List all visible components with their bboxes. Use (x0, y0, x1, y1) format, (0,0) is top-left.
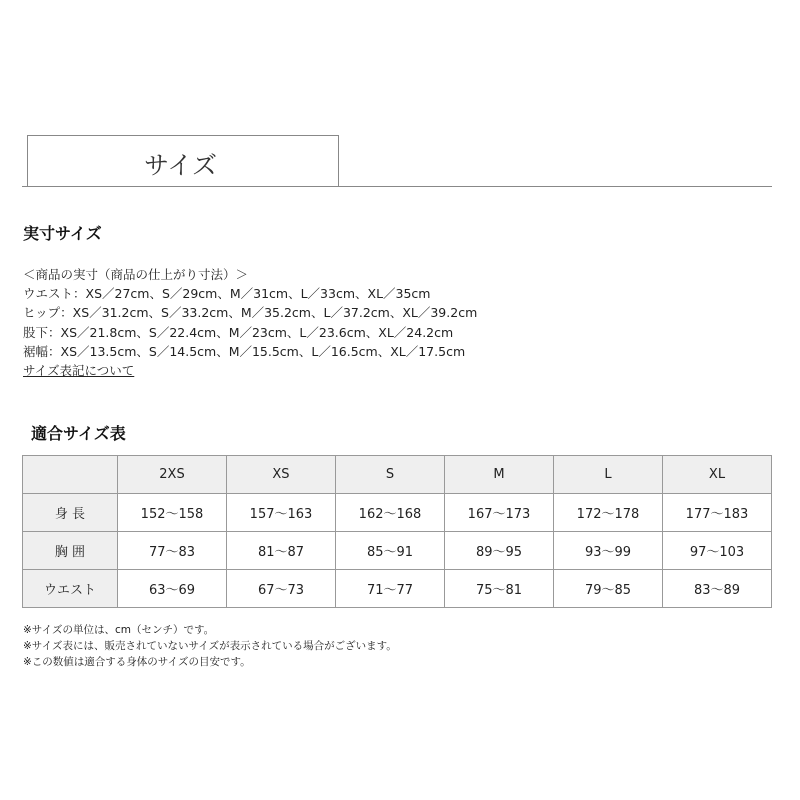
table-cell: 77〜83 (118, 532, 227, 570)
column-header: S (336, 456, 445, 494)
note-unavailable-sizes: ※サイズ表には、販売されていないサイズが表示されている場合がございます。 (23, 640, 397, 652)
table-cell: 85〜91 (336, 532, 445, 570)
table-cell: 157〜163 (227, 494, 336, 532)
column-header: L (554, 456, 663, 494)
table-cell: 177〜183 (663, 494, 772, 532)
table-cell: 81〜87 (227, 532, 336, 570)
size-notation-link[interactable]: サイズ表記について (23, 363, 135, 379)
actual-size-heading: 実寸サイズ (23, 224, 102, 243)
column-header: XL (663, 456, 772, 494)
table-row (23, 494, 772, 532)
table-cell: 63〜69 (118, 570, 227, 608)
note-unit: ※サイズの単位は、cm（センチ）です。 (23, 624, 215, 636)
table-cell: 167〜173 (445, 494, 554, 532)
table-header-row (23, 456, 772, 494)
spec-hem-width: 裾幅：XS／13.5cm、S／14.5cm、M／15.5cm、L／16.5cm、XL／17.5cm (23, 343, 466, 359)
table-cell: 71〜77 (336, 570, 445, 608)
note-guideline: ※この数値は適合する身体のサイズの目安です。 (23, 656, 251, 668)
fit-size-table (22, 455, 772, 608)
table-cell: 67〜73 (227, 570, 336, 608)
spec-waist: ウエスト：XS／27cm、S／29cm、M／31cm、L／33cm、XL／35cm (23, 286, 431, 302)
column-header: 2XS (118, 456, 227, 494)
spec-hip: ヒップ：XS／31.2cm、S／33.2cm、M／35.2cm、L／37.2cm、XL／39.2cm (23, 305, 478, 321)
fit-size-heading: 適合サイズ表 (31, 424, 126, 443)
table-cell: 79〜85 (554, 570, 663, 608)
row-header: ウエスト (23, 570, 118, 608)
column-header: XS (227, 456, 336, 494)
row-header: 胸 囲 (23, 532, 118, 570)
column-header: M (445, 456, 554, 494)
table-cell: 93〜99 (554, 532, 663, 570)
table-cell: 152〜158 (118, 494, 227, 532)
table-cell: 83〜89 (663, 570, 772, 608)
table-cell: 97〜103 (663, 532, 772, 570)
tab-divider (22, 186, 772, 187)
table-cell: 89〜95 (445, 532, 554, 570)
size-tab-label: サイズ (144, 151, 218, 180)
spec-intro: ＜商品の実寸（商品の仕上がり寸法）＞ (23, 267, 249, 282)
row-header: 身 長 (23, 494, 118, 532)
table-corner-cell (23, 456, 118, 494)
table-row (23, 532, 772, 570)
table-row (23, 570, 772, 608)
size-notes (23, 622, 397, 670)
actual-size-spec (23, 265, 477, 380)
spec-inseam: 股下：XS／21.8cm、S／22.4cm、M／23cm、L／23.6cm、XL／24.2cm (23, 324, 454, 340)
table-cell: 172〜178 (554, 494, 663, 532)
table-cell: 75〜81 (445, 570, 554, 608)
size-tab[interactable] (27, 135, 339, 186)
table-cell: 162〜168 (336, 494, 445, 532)
